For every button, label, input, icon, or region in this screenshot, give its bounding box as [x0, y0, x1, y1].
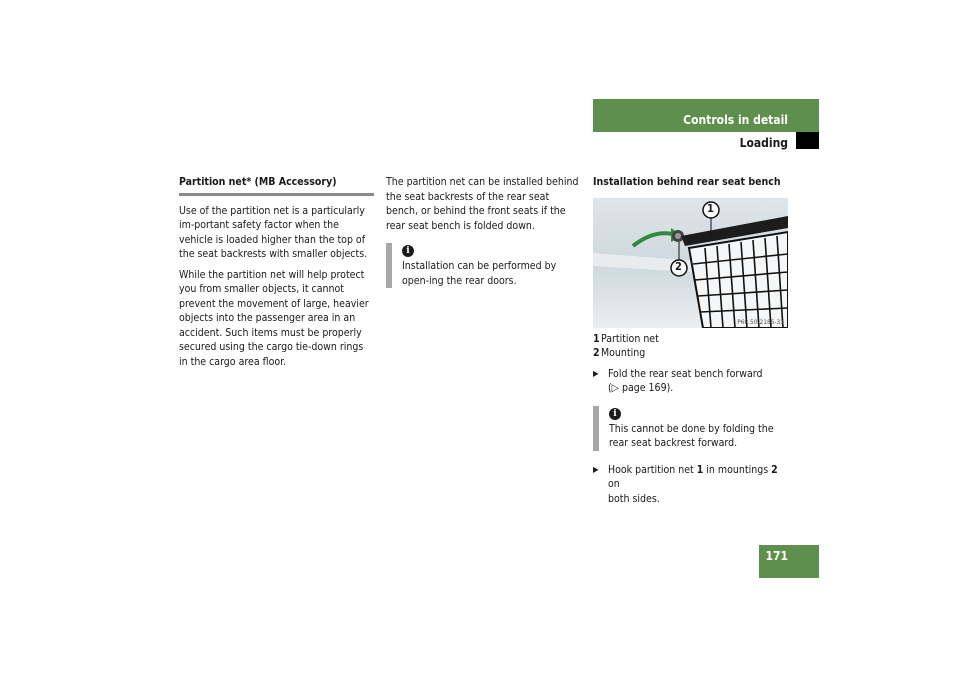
info-note: [386, 243, 581, 288]
legend-item: [593, 332, 788, 347]
paragraph-warning: While the partition net will help protect you from smaller objects, it cannot prevent the movement of large, heavier objects into the passenger area in an accident. Such items must be properly secured using the cargo tie-down rings in the cargo area floor.: [179, 268, 369, 368]
legend-number: 1: [593, 332, 600, 345]
info-note-seat: [593, 406, 788, 451]
figure-code: P68.50-2185-31: [737, 317, 784, 326]
legend-item: [593, 346, 788, 361]
info-note-text: This cannot be done by folding the rear seat backrest forward.: [609, 422, 774, 449]
header-marker: [796, 132, 819, 149]
installation-title: Installation behind rear seat bench: [593, 176, 781, 188]
legend-text: Partition net: [601, 332, 659, 345]
step-arrow-icon: ▶: [593, 368, 599, 378]
column-partition-intro: [179, 175, 374, 375]
step-fold-seat: [593, 367, 788, 396]
info-note-text: Installation can be performed by open-ing the rear doors.: [402, 260, 557, 287]
step-text: Fold the rear seat bench forward: [608, 367, 763, 380]
paragraph-install-options: The partition net can be installed behind the seat backrests of the rear seat bench, or behind the front seats if the rear seat bench is folded down.: [386, 176, 579, 232]
step-text: in mountings: [703, 463, 772, 476]
info-icon: i: [609, 408, 621, 420]
column-installation-options: [386, 175, 581, 288]
title-rule: [179, 193, 374, 196]
step-hook-net: [593, 463, 788, 507]
paragraph-safety: Use of the partition net is a particularly im-portant safety factor when the vehicle is loaded higher than the top of the seat backrests with smaller objects.: [179, 204, 368, 260]
step-text: on: [608, 478, 620, 490]
section-subtitle: Loading: [739, 136, 788, 150]
partition-net-illustration: [593, 198, 788, 328]
step-text: Hook partition net: [608, 463, 697, 476]
page-number: 171: [759, 545, 819, 578]
section-title: Partition net* (MB Accessory): [179, 176, 337, 188]
chapter-header: [593, 99, 819, 132]
callout-ref-1: 1: [696, 463, 704, 476]
info-icon: i: [402, 245, 414, 257]
chapter-title: Controls in detail: [683, 113, 788, 127]
step-arrow-icon: ▶: [593, 464, 599, 474]
column-installation-steps: [593, 175, 788, 506]
legend-number: 2: [593, 347, 600, 359]
callout-ref-2: 2: [771, 463, 778, 476]
callout-2: 2: [675, 259, 682, 273]
legend-text: Mounting: [601, 347, 646, 359]
step-text: both sides.: [608, 492, 660, 505]
callout-1: 1: [707, 201, 714, 215]
page-reference-link[interactable]: (▷ page 169).: [608, 382, 674, 394]
